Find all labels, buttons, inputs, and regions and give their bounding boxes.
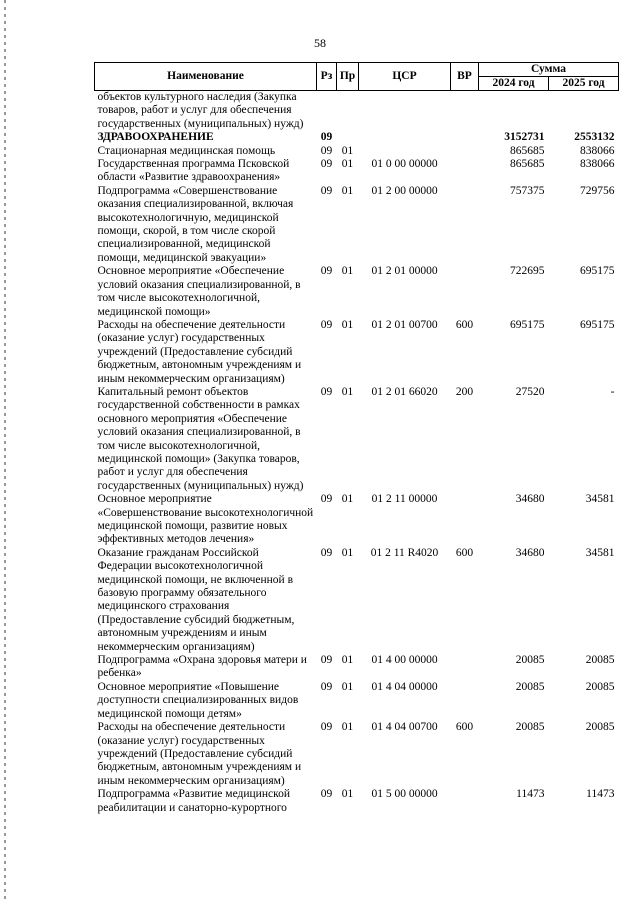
table-row [95, 131, 619, 144]
row-vr [451, 131, 479, 144]
header-csr: ЦСР [359, 63, 451, 91]
row-2024: 34680 [515, 546, 545, 559]
header-2024: 2024 год [479, 77, 549, 91]
table-row [95, 493, 619, 547]
row-name: Расходы на обеспечение деятельности (оказание услуг) государственных учреждений (Предоставление субсидий бюджетным, автономным учреждениям и иным некоммерческим организациям) [97, 721, 302, 787]
row-name: объектов культурного наследия (Закупка товаров, работ и услуг для обеспечения государственных (муниципальных) нужд) [97, 91, 304, 130]
row-pr: 01 [341, 680, 354, 693]
row-vr: 600 [455, 546, 474, 559]
row-rz: 09 [320, 144, 333, 157]
row-rz: 09 [320, 788, 333, 801]
row-2024: 20085 [515, 680, 545, 693]
row-2024: 757375 [510, 184, 545, 197]
row-csr: 01 2 11 R4020 [370, 546, 439, 559]
row-2025: 729756 [580, 184, 615, 197]
row-2025: 34581 [585, 493, 615, 506]
row-pr [337, 91, 359, 132]
header-vr: ВР [451, 63, 479, 91]
row-rz: 09 [320, 318, 333, 331]
page-number: 58 [314, 36, 326, 50]
row-vr: 600 [455, 318, 474, 331]
row-pr: 01 [341, 158, 354, 171]
row-pr: 01 [341, 493, 354, 506]
row-2025: 20085 [585, 721, 615, 734]
table-row [95, 721, 619, 788]
row-2024: 865685 [510, 144, 545, 157]
row-2025: - [610, 385, 615, 398]
row-2025 [549, 91, 619, 132]
row-name: Подпрограмма «Охрана здоровья матери и ребенка» [97, 654, 307, 680]
row-pr: 01 [341, 788, 354, 801]
row-pr: 01 [341, 318, 354, 331]
row-vr: 600 [455, 721, 474, 734]
row-2024: 3152731 [504, 131, 545, 144]
row-csr [359, 145, 451, 158]
row-2025: 20085 [585, 680, 615, 693]
row-csr: 01 5 00 00000 [371, 788, 438, 801]
header-rz: Рз [317, 63, 337, 91]
row-name: Основное мероприятие «Совершенствование высокотехнологичной медицинской помощи, развитие новых эффективных методов лечения» [97, 493, 314, 546]
row-2024: 27520 [515, 385, 545, 398]
row-vr: 200 [455, 385, 474, 398]
row-pr: 01 [341, 265, 354, 278]
table-row [95, 788, 619, 815]
row-csr: 01 2 01 66020 [371, 385, 438, 398]
row-2025: 34581 [585, 546, 615, 559]
table-row [95, 265, 619, 319]
table-row [95, 547, 619, 654]
row-csr [359, 91, 451, 132]
row-2025: 695175 [580, 265, 615, 278]
row-csr: 01 4 04 00700 [371, 721, 438, 734]
row-pr: 01 [341, 144, 354, 157]
row-2025: 20085 [585, 654, 615, 667]
row-vr [451, 158, 479, 185]
row-2025: 2553132 [574, 131, 615, 144]
row-pr: 01 [341, 721, 354, 734]
row-name: Подпрограмма «Развитие медицинской реабилитации и санаторно-курортного [97, 788, 291, 814]
row-2025: 838066 [580, 144, 615, 157]
table-row [95, 386, 619, 493]
budget-table [94, 62, 619, 815]
row-pr [337, 131, 359, 144]
row-name: Оказание гражданам Российской Федерации высокотехнологичной медицинской помощи, не включенной в базовую программу обязательного медицинского страхования (Предоставление субсидий бюджетным, автономным учреждениям и иным некоммерческим организациям) [97, 546, 295, 653]
row-name: Государственная программа Псковской области «Развитие здравоохранения» [97, 158, 290, 184]
row-name: Стационарная медицинская помощь [97, 144, 276, 157]
row-pr: 01 [341, 385, 354, 398]
header-name: Наименование [95, 63, 317, 91]
scan-edge [4, 0, 6, 899]
row-csr: 01 2 01 00700 [371, 318, 438, 331]
row-2024: 34680 [515, 493, 545, 506]
header-2025: 2025 год [549, 77, 619, 91]
row-2025: 11473 [586, 788, 615, 801]
row-csr: 01 2 00 00000 [371, 184, 438, 197]
row-2024: 20085 [515, 654, 545, 667]
row-2025: 838066 [580, 158, 615, 171]
row-2024: 865685 [510, 158, 545, 171]
row-vr [451, 654, 479, 681]
table-row [95, 654, 619, 681]
row-2024: 722695 [510, 265, 545, 278]
row-2024: 11473 [516, 788, 545, 801]
row-csr: 01 4 04 00000 [371, 680, 438, 693]
row-name: Основное мероприятие «Обеспечение условий оказания специализированной, в том числе высокотехнологичной, медицинской помощи» [97, 265, 301, 318]
row-2024: 20085 [515, 721, 545, 734]
table-row [95, 681, 619, 721]
table-row [95, 91, 619, 132]
row-rz: 09 [320, 385, 333, 398]
row-rz: 09 [320, 265, 333, 278]
row-name: Основное мероприятие «Повышение доступности специализированных видов медицинской помощи детям» [97, 680, 299, 720]
header-pr: Пр [337, 63, 359, 91]
row-rz: 09 [320, 158, 333, 171]
table-row [95, 185, 619, 265]
row-csr [359, 131, 451, 144]
row-name: ЗДРАВООХРАНЕНИЕ [97, 131, 214, 144]
row-name: Расходы на обеспечение деятельности (оказание услуг) государственных учреждений (Предоставление субсидий бюджетным, автономным учреждениям и иным некоммерческим организациям) [97, 318, 302, 385]
row-vr [451, 145, 479, 158]
row-pr: 01 [341, 654, 354, 667]
row-pr: 01 [341, 184, 354, 197]
row-csr: 01 0 00 00000 [371, 158, 438, 171]
header-sum: Сумма [479, 63, 619, 77]
row-rz: 09 [320, 721, 333, 734]
row-vr [451, 681, 479, 721]
table-header [95, 63, 619, 91]
row-name: Капитальный ремонт объектов государственной собственности в рамках основного мероприятия «Обеспечение условий оказания специализированной, в том числе высокотехнологичной, медицинской помощи» (Закупка товаров, работ и услуг для обеспечения государственных (муниципальных) нужд) [97, 385, 304, 492]
row-rz: 09 [320, 654, 333, 667]
row-vr [451, 91, 479, 132]
row-pr: 01 [341, 546, 354, 559]
row-csr: 01 2 11 00000 [371, 493, 438, 506]
row-rz: 09 [320, 680, 333, 693]
row-rz: 09 [320, 546, 333, 559]
row-2024 [479, 91, 549, 132]
row-vr [451, 493, 479, 547]
row-vr [451, 265, 479, 319]
row-2024: 695175 [510, 318, 545, 331]
table-row [95, 158, 619, 185]
table-body [95, 91, 619, 815]
row-vr [451, 185, 479, 265]
table-row [95, 319, 619, 386]
row-name: Подпрограмма «Совершенствование оказания специализированной, включая высокотехнологичную, медицинской помощи, скорой, в том числе скорой специализированной, медицинской помощи, медицинской эвакуации» [97, 184, 294, 264]
row-rz: 09 [320, 131, 333, 144]
row-2025: 695175 [580, 318, 615, 331]
row-vr [451, 788, 479, 815]
row-csr: 01 2 01 00000 [371, 265, 438, 278]
row-rz: 09 [320, 184, 333, 197]
row-csr: 01 4 00 00000 [371, 654, 438, 667]
table-row [95, 145, 619, 158]
row-rz [317, 91, 337, 132]
row-rz: 09 [320, 493, 333, 506]
